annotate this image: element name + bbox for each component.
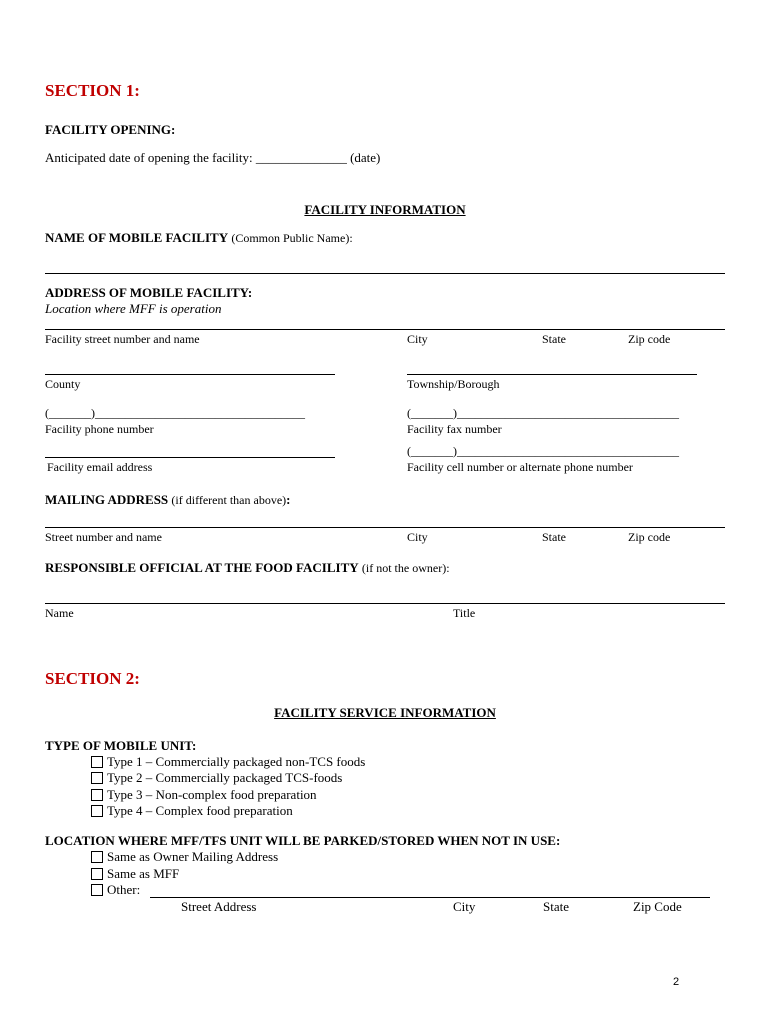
facility-service-heading: FACILITY SERVICE INFORMATION bbox=[274, 705, 496, 720]
checkbox[interactable] bbox=[91, 805, 103, 817]
state-label: State bbox=[542, 332, 566, 346]
facility-opening-heading: FACILITY OPENING: bbox=[45, 122, 176, 137]
other-state-label: State bbox=[543, 899, 569, 914]
checkbox[interactable] bbox=[91, 851, 103, 863]
unit-type-2-label: Type 2 – Commercially packaged TCS-foods bbox=[107, 770, 343, 785]
official-title-label: Title bbox=[453, 606, 476, 620]
mail-zip-label: Zip code bbox=[628, 530, 671, 544]
city-label: City bbox=[407, 332, 428, 346]
township-label: Township/Borough bbox=[407, 377, 500, 391]
checkbox[interactable] bbox=[91, 789, 103, 801]
cell-label: Facility cell number or alternate phone number bbox=[407, 460, 633, 474]
cell-field[interactable]: (_______)_____________________________________ bbox=[407, 444, 679, 458]
unit-type-heading: TYPE OF MOBILE UNIT: bbox=[45, 738, 197, 753]
mail-city-label: City bbox=[407, 530, 428, 544]
address-heading: ADDRESS OF MOBILE FACILITY: bbox=[45, 285, 253, 300]
unit-type-1-label: Type 1 – Commercially packaged non-TCS foods bbox=[107, 754, 366, 769]
phone-label: Facility phone number bbox=[45, 422, 154, 436]
email-field[interactable] bbox=[45, 457, 335, 458]
other-city-label: City bbox=[453, 899, 476, 914]
county-field[interactable] bbox=[45, 374, 335, 375]
checkbox[interactable] bbox=[91, 756, 103, 768]
storage-location-heading: LOCATION WHERE MFF/TFS UNIT WILL BE PARKED/STORED WHEN NOT IN USE: bbox=[45, 833, 561, 848]
fax-field[interactable]: (_______)_____________________________________ bbox=[407, 406, 679, 420]
email-label: Facility email address bbox=[47, 460, 153, 474]
phone-field[interactable]: (_______)___________________________________ bbox=[45, 406, 305, 420]
section-1-title: SECTION 1: bbox=[45, 81, 140, 100]
section-2-title: SECTION 2: bbox=[45, 669, 140, 688]
location-option-1-label: Same as Owner Mailing Address bbox=[107, 849, 279, 864]
checkbox[interactable] bbox=[91, 868, 103, 880]
township-field[interactable] bbox=[407, 374, 697, 375]
mail-street-label: Street number and name bbox=[45, 530, 162, 544]
official-field[interactable] bbox=[45, 603, 725, 604]
mailing-address-heading bbox=[45, 492, 291, 508]
mailing-label-note: (if different than above) bbox=[171, 493, 287, 507]
mailing-label-text: MAILING ADDRESS bbox=[45, 492, 169, 507]
opening-date-line[interactable]: Anticipated date of opening the facility: ______________ (date) bbox=[45, 150, 381, 165]
official-label-text: RESPONSIBLE OFFICIAL AT THE FOOD FACILITY bbox=[45, 560, 359, 575]
unit-type-4[interactable] bbox=[91, 803, 293, 819]
mail-state-label: State bbox=[542, 530, 566, 544]
name-label-text: NAME OF MOBILE FACILITY bbox=[45, 230, 229, 245]
zip-label: Zip code bbox=[628, 332, 671, 346]
street-label: Facility street number and name bbox=[45, 332, 200, 346]
unit-type-2[interactable] bbox=[91, 770, 342, 786]
unit-type-4-label: Type 4 – Complex food preparation bbox=[107, 803, 293, 818]
location-option-other[interactable] bbox=[91, 882, 140, 898]
unit-type-3-label: Type 3 – Non-complex food preparation bbox=[107, 787, 317, 802]
other-zip-label: Zip Code bbox=[633, 899, 682, 914]
page-number: 2 bbox=[673, 976, 680, 988]
facility-name-field[interactable] bbox=[45, 273, 725, 274]
other-location-field[interactable] bbox=[150, 897, 710, 898]
facility-information-heading: FACILITY INFORMATION bbox=[304, 202, 466, 217]
mailing-colon: : bbox=[286, 492, 291, 507]
facility-address-field[interactable] bbox=[45, 329, 725, 330]
address-subtitle: Location where MFF is operation bbox=[45, 301, 222, 316]
location-option-3-label: Other: bbox=[107, 882, 141, 897]
official-name-label: Name bbox=[45, 606, 74, 620]
checkbox[interactable] bbox=[91, 884, 103, 896]
location-option-same-as-mff[interactable] bbox=[91, 866, 179, 882]
name-label-note: (Common Public Name): bbox=[231, 231, 353, 245]
mobile-facility-name-label bbox=[45, 230, 353, 246]
responsible-official-heading bbox=[45, 560, 450, 576]
county-label: County bbox=[45, 377, 81, 391]
checkbox[interactable] bbox=[91, 772, 103, 784]
mailing-address-field[interactable] bbox=[45, 527, 725, 528]
location-option-2-label: Same as MFF bbox=[107, 866, 180, 881]
other-street-label: Street Address bbox=[181, 899, 257, 914]
unit-type-3[interactable] bbox=[91, 787, 317, 803]
unit-type-1[interactable] bbox=[91, 754, 365, 770]
fax-label: Facility fax number bbox=[407, 422, 502, 436]
location-option-owner-mailing[interactable] bbox=[91, 849, 278, 865]
official-label-note: (if not the owner): bbox=[361, 561, 450, 575]
